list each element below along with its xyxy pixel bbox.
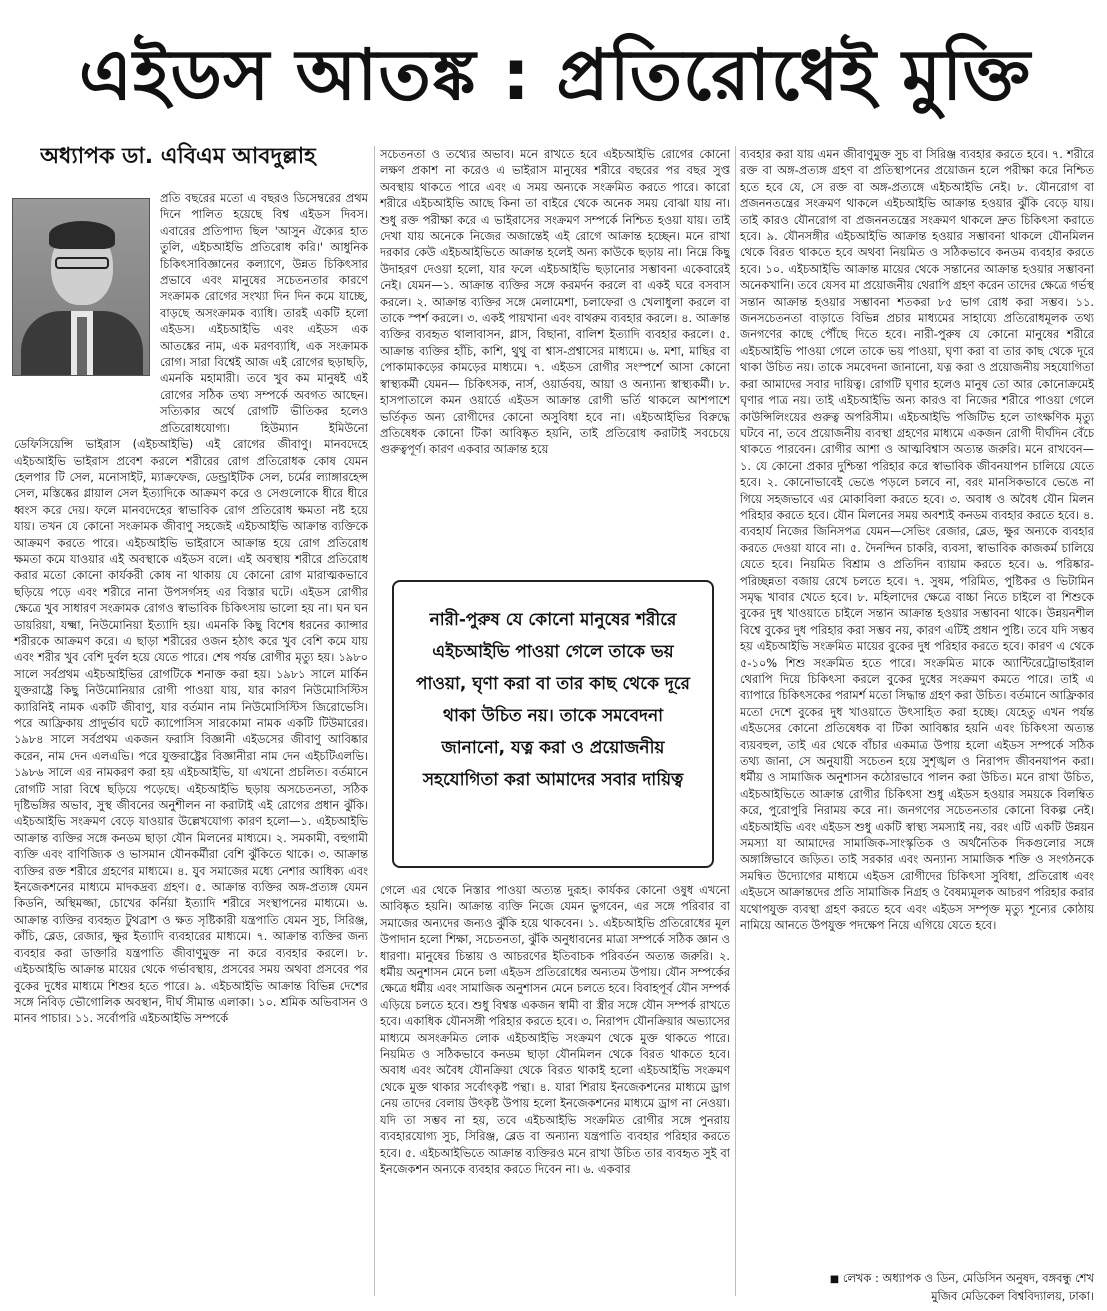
- article-column-3: [740, 146, 1094, 1266]
- pull-quote-text: নারী-পুরুষ যে কোনো মানুষের শরীরে এইচআইভি পাওয়া গেলে তাকে ভয় পাওয়া, ঘৃণা করা বা তার কাছ থেকে দূরে থাকা উচিত নয়। তাকে সমবেদনা জানানো, যত্ন করা ও প্রয়োজনীয় সহযোগিতা করা আমাদের সবার দায়িত্ব: [416, 610, 690, 790]
- article-column-1: [14, 190, 368, 1300]
- column-divider: [374, 146, 375, 1296]
- column-divider: [735, 146, 736, 1296]
- article-column-2-bottom: [380, 882, 730, 1302]
- author-line-2: মুজিব মেডিকেল বিশ্ববিদ্যালয়, ঢাকা।: [931, 1289, 1094, 1303]
- article-text: সচেতনতা ও তথ্যের অভাব। মনে রাখতে হবে এইচআইভি রোগের কোনো লক্ষণ প্রকাশ না করেও এ ভাইরাস মানুষের শরীরে বছরের পর বছর সুপ্ত অবস্থায় থাকতে পারে এবং এ সময় অন্যকে সংক্রমিত করতে পারে। কারো শরীরে এইচআইভি আছে কিনা তা বাইরে থেকে অনেক সময় বোঝা যায় না। শুধু রক্ত পরীক্ষা করে এ ভাইরাসের সংক্রমণ সম্পর্কে নিশ্চিত হওয়া যায়। তাই দেখা যায় অনেকে নিজের অজান্তেই এই রোগে আক্রান্ত হচ্ছেন। মনে রাখা দরকার কেউ এইচআইভিতে আক্রান্ত হলেই অন্য কাউকে ছড়ায় না। নিম্নে কিছু উদাহরণ দেওয়া হলো, যার ফলে এইচআইভি ছড়ানোর সম্ভাবনা একেবারেই নেই। যেমন—১. আক্রান্ত ব্যক্তির সঙ্গে করমর্দন করলে বা একই ঘরে বসবাস করলে। ২. আক্রান্ত ব্যক্তির সঙ্গে মেলামেশা, চলাফেরা ও খেলাধুলা করলে বা তাকে স্পর্শ করলে। ৩. একই পায়খানা এবং বাথরুম ব্যবহার করলে। ৪. আক্রান্ত ব্যক্তির ব্যবহৃত থালাবাসন, গ্লাস, বিছানা, বালিশ ইত্যাদি ব্যবহার করলে। ৫. আক্রান্ত ব্যক্তির হাঁচি, কাশি, থুথু বা শ্বাস-প্রশ্বাসের মাধ্যমে। ৬. মশা, মাছির বা পোকামাকড়ের কামড়ের মাধ্যমে। ৭. এইডস রোগীর সংস্পর্শে আসা কোনো স্বাস্থ্যকর্মী যেমন— চিকিৎসক, নার্স, ওয়ার্ডবয়, আয়া ও অন্যান্য স্বাস্থ্যকর্মী। ৮. হাসপাতালে কমন ওয়ার্ডে এইডস আক্রান্ত রোগী ভর্তি থাকলে আশপাশে ভর্তিকৃত অন্য রোগীদের কোনো অসুবিধা হবে না। এইচআইভির বিরুদ্ধে প্রতিষেধক কোনো টিকা আবিষ্কৃত হয়নি, তাই প্রতিরোধ করাটাই সবচেয়ে গুরুত্বপূর্ণ। কারণ একবার আক্রান্ত হয়ে: [380, 147, 730, 457]
- article-text: প্রতি বছরের মতো এ বছরও ডিসেম্বরের প্রথম দিনে পালিত হয়েছে বিশ্ব এইডস দিবস। এবারের প্রতিপাদ্য ছিল 'আসুন ঐক্যের হাত তুলি, এইচআইভি প্রতিরোধ করি।' আধুনিক চিকিৎসাবিজ্ঞানের কল্যাণে, উন্নত চিকিৎসার প্রভাবে এবং মানুষের সচেতনতার কারণে সংক্রামক রোগের সংখ্যা দিন দিন কমে যাচ্ছে, বাড়ছে অসংক্রামক ব্যাধি। তারই একটি হলো এইডস। এইচআইভি এবং এইডস এক আতঙ্কের নাম, এক মরণব্যাধি, এক সংক্রামক রোগ। সারা বিশ্বেই আজ এই রোগের ছড়াছড়ি, এমনকি মহামারী। তবে খুব কম মানুষই এই রোগের সঠিক তথ্য সম্পর্কে অবগত আছেন। সত্যিকার অর্থে রোগটি ভীতিকর হলেও প্রতিরোধযোগ্য। হিউম্যান ইমিউনো ডেফিসিয়েন্সি ভাইরাস (এইচআইভি) এই রোগের জীবাণু। মানবদেহে এইচআইভি ভাইরাস প্রবেশ করলে শরীরের রোগ প্রতিরোধক কোষ যেমন হেলপার টি সেল, মনোসাইট, ম্যাক্রফেজ, ডেন্ড্রাইটিক সেল, চর্মের ল্যাঙ্গারহেন্স সেল, মস্তিষ্কের গ্লায়াল সেল ইত্যাদিকে আক্রমণ করে ও সেগুলোকে ধীরে ধীরে ধ্বংস করে দেয়। ফলে মানবদেহের স্বাভাবিক রোগ প্রতিরোধ ক্ষমতা নষ্ট হয়ে যায়। তখন যে কোনো সংক্রামক জীবাণু সহজেই এইচআইভি আক্রান্ত ব্যক্তিকে আক্রমণ করতে পারে। এইচআইভি ভাইরাসে আক্রান্ত হয়ে রোগ প্রতিরোধ ক্ষমতা কমে যাওয়ার এই অবস্থাকে এইডস বলে। এই অবস্থায় শরীরে প্রতিরোধ করার মতো কোনো কার্যকরী কোষ না থাকায় যে কোনো রোগ মারাত্মকভাবে ছড়িয়ে পড়ে এবং শরীরে নানা উপসর্গসহ এর বিস্তার ঘটে। এইডস রোগীর ক্ষেত্রে খুব সাধারণ সংক্রামক রোগও স্বাভাবিক চিকিৎসায় ভালো হয় না। ঘন ঘন ডায়রিয়া, যক্ষ্মা, নিউমোনিয়া ইত্যাদি হয়। এমনকি কিছু বিশেষ ধরনের ক্যান্সার শরীরকে আক্রমণ করে। এ ছাড়া শরীরের ওজন হঠাৎ করে খুব বেশি কমে যায় এবং শরীর খুব বেশি দুর্বল হয়ে যেতে পারে। শেষ পর্যন্ত রোগীর মৃত্যু হয়। ১৯৮০ সালে সর্বপ্রথম এইচআইভির রোগটিকে শনাক্ত করা হয়। ১৯৮১ সালে মার্কিন যুক্তরাষ্ট্রে কিছু নিউমোনিয়ার রোগী পাওয়া যায়, যার কারণ নিউমোসিস্টিস ক্যারিনিই নামক একটি জীবাণু, যার বর্তমান নাম নিউমোসিস্টিস জিরোভেসি। পরে আফ্রিকায় প্রাদুর্ভাব ঘটে ক্যাপোসিস সারকোমা নামক একটি টিউমারের। ১৯৮৪ সালে সর্বপ্রথম একজন ফরাসি বিজ্ঞানী এইডসের জীবাণু আবিষ্কার করেন, নাম দেন এলএভি। পরে যুক্তরাষ্ট্রের বিজ্ঞানীরা নাম দেন এইচটিএলভি। ১৯৮৬ সালে এর নামকরণ করা হয় এইচআইভি, যা এখনো প্রচলিত। বর্তমানে রোগটি সারা বিশ্বে ছড়িয়ে পড়েছে। এইচআইভি ছড়ায় অসচেতনতা, সঠিক দৃষ্টিভঙ্গির অভাব, সুস্থ জীবনের অনুশীলন না করাটাই এই রোগের প্রধান ঝুঁকি। এইচআইভি সংক্রমণ বেড়ে যাওয়ার উল্লেখযোগ্য কারণ হলো—১. এইচআইভি আক্রান্ত ব্যক্তির সঙ্গে কনডম ছাড়া যৌন মিলনের মাধ্যমে। ২. সমকামী, বহুগামী ব্যক্তি এবং বাণিজ্যিক ও ভাসমান যৌনকর্মীরা বেশি ঝুঁকিতে থাকে। ৩. আক্রান্ত ব্যক্তির রক্ত শরীরে গ্রহণের মাধ্যমে। ৪. যুব সমাজের মধ্যে নেশার আধিক্য এবং ইনজেকশনের মাধ্যমে মাদকদ্রব্য গ্রহণ। ৫. আক্রান্ত ব্যক্তির অঙ্গ-প্রত্যঙ্গ যেমন কিডনি, অস্থিমজ্জা, চোখের কর্নিয়া ইত্যাদি শরীরে সংস্থাপনের মাধ্যমে। ৬. আক্রান্ত ব্যক্তির ব্যবহৃত টুথব্রাশ ও ক্ষত সৃষ্টিকারী যন্ত্রপাতি যেমন সুচ, সিরিঞ্জ, কাঁচি, ব্লেড, রেজার, ক্ষুর ইত্যাদি ব্যবহারের মাধ্যমে। ৭. আক্রান্ত ব্যক্তির জন্য ব্যবহার করা ডাক্তারি যন্ত্রপাতি জীবাণুমুক্ত না করে ব্যবহার করলে। ৮. এইচআইভি আক্রান্ত মায়ের থেকে গর্ভাবস্থায়, প্রসবের সময় অথবা প্রসবের পর বুকের দুধের মাধ্যমে শিশুর হতে পারে। ৯. এইচআইভি আক্রান্ত বিভিন্ন দেশের সঙ্গে নিবিড় ভৌগোলিক অবস্থান, দীর্ঘ সীমান্ত এলাকা। ১০. শ্রমিক অভিবাসন ও মানব পাচার। ১১. সর্বোপরি এইচআইভি সম্পর্কে: [14, 191, 368, 1026]
- author-credit: ■ লেখক : অধ্যাপক ও ডিন, মেডিসিন অনুষদ, বঙ্গবন্ধু শেখ মুজিব মেডিকেল বিশ্ববিদ্যালয়, ঢাকা।: [740, 1270, 1094, 1304]
- article-column-2-top: [380, 146, 730, 556]
- byline: অধ্যাপক ডা. এবিএম আবদুল্লাহ: [40, 144, 316, 169]
- headline: এইডস আতঙ্ক : প্রতিরোধেই মুক্তি: [78, 34, 1032, 116]
- article-text: গেলে এর থেকে নিস্তার পাওয়া অত্যন্ত দুরূহ। কার্যকর কোনো ওষুধ এখনো আবিষ্কৃত হয়নি। আক্রান্ত ব্যক্তি নিজে যেমন ভুগবেন, এর সঙ্গে পরিবার বা সমাজের অন্যদের জন্যও ঝুঁকি হয়ে থাকবেন। ১. এইচআইভি প্রতিরোধের মূল উপাদান হলো শিক্ষা, সচেতনতা, ঝুঁকি অনুধাবনের মাত্রা সম্পর্কে সঠিক জ্ঞান ও ধারণা। মানুষের চিন্তায় ও আচরণের ইতিবাচক পরিবর্তন অত্যন্ত জরুরি। ২. ধর্মীয় অনুশাসন মেনে চলা এইডস প্রতিরোধের অন্যতম উপায়। যৌন সম্পর্কের ক্ষেত্রে ধর্মীয় এবং সামাজিক অনুশাসন মেনে চলতে হবে। বিবাহপূর্ব যৌন সম্পর্ক এড়িয়ে চলতে হবে। শুধু বিশ্বস্ত একজন স্বামী বা স্ত্রীর সঙ্গে যৌন সম্পর্ক রাখতে হবে। একাধিক যৌনসঙ্গী পরিহার করতে হবে। ৩. নিরাপদ যৌনক্রিয়ার অভ্যাসের মাধ্যমে অসংক্রমিত লোক এইচআইভি সংক্রমণ থেকে মুক্ত থাকতে পারে। নিয়মিত ও সঠিকভাবে কনডম ছাড়া যৌনমিলন থেকে বিরত থাকতে হবে। অবাধ এবং অবৈধ যৌনক্রিয়া থেকে বিরত থাকাই হলো এইচআইভি সংক্রমণ থেকে মুক্ত থাকার সর্বোৎকৃষ্ট পন্থা। ৪. যারা শিরায় ইনজেকশনের মাধ্যমে ড্রাগ নেয় তাদের বেলায় উৎকৃষ্ট উপায় হলো ইনজেকশনের মাধ্যমে ড্রাগ না নেওয়া। যদি তা সম্ভব না হয়, তবে এইচআইভি সংক্রমিত রোগীর সঙ্গে পুনরায় ব্যবহারযোগ্য সুচ, সিরিঞ্জ, ব্লেড বা অন্যান্য যন্ত্রপাতি ব্যবহার পরিহার করতে হবে। ৫. এইচআইভিতে আক্রান্ত ব্যক্তিরও মনে রাখা উচিত তার ব্যবহৃত সুই বা ইনজেকশন অন্যকে ব্যবহার করতে দিবেন না। ৬. একবার: [380, 883, 730, 1176]
- pull-quote: [392, 580, 714, 868]
- article-text: ব্যবহার করা যায় এমন জীবাণুমুক্ত সুচ বা সিরিঞ্জ ব্যবহার করতে হবে। ৭. শরীরে রক্ত বা অঙ্গ-প্রত্যঙ্গ গ্রহণ বা প্রতিস্থাপনের প্রয়োজন হলে পরীক্ষা করে নিশ্চিত হতে হবে যে, সে রক্ত বা অঙ্গ-প্রত্যঙ্গে এইচআইভি নেই। ৮. যৌনরোগ বা প্রজননতন্ত্রের সংক্রমণ থাকলে এইচআইভি আক্রান্ত হওয়ার ঝুঁকি বেড়ে যায়। তাই কারও যৌনরোগ বা প্রজননতন্ত্রের সংক্রমণ থাকলে দ্রুত চিকিৎসা করাতে হবে। ৯. যৌনসঙ্গীর এইচআইভি আক্রান্ত হওয়ার সম্ভাবনা থাকলে যৌনমিলন থেকে বিরত থাকতে হবে অথবা নিয়মিত ও সঠিকভাবে কনডম ব্যবহার করতে হবে। ১০. এইচআইভি আক্রান্ত মায়ের থেকে সন্তানের আক্রান্ত হওয়ার সম্ভাবনা অনেকখানি। তবে যেসব মা প্রয়োজনীয় থেরাপি গ্রহণ করেন তাদের ক্ষেত্রে গর্ভস্থ সন্তান আক্রান্ত হওয়ার সম্ভাবনা শতকরা ৮৫ ভাগ রোধ করা সম্ভব। ১১. জনসচেতনতা বাড়াতে বিভিন্ন প্রচার মাধ্যমের সাহায্যে প্রতিরোধমূলক তথ্য জনগণের কাছে পৌঁছে দিতে হবে। নারী-পুরুষ যে কোনো মানুষের শরীরে এইচআইভি পাওয়া গেলে তাকে ভয় পাওয়া, ঘৃণা করা বা তার কাছ থেকে দূরে থাকা উচিত নয়। তাকে সমবেদনা জানানো, যত্ন করা ও প্রয়োজনীয় সহযোগিতা করা আমাদের সবার দায়িত্ব। রোগটি ঘৃণার হলেও মানুষ তো আর কোনোক্রমেই ঘৃণার পাত্র নয়। তাই এইচআইভি অন্য কারও বা নিজের শরীরে পাওয়া গেলে কাউন্সিলিংয়ের গুরুত্ব অপরিসীম। এইচআইভি পজিটিভ হলে তাৎক্ষণিক মৃত্যু ঘটবে না, তবে প্রয়োজনীয় ব্যবস্থা গ্রহণের মাধ্যমে একজন রোগী দীর্ঘদিন বেঁচে থাকতে পারবেন। রোগীর আশা ও আত্মবিশ্বাস অত্যন্ত জরুরি। মনে রাখবেন— ১. যে কোনো প্রকার দুশ্চিন্তা পরিহার করে স্বাভাবিক জীবনযাপন চালিয়ে যেতে হবে। ২. কোনোভাবেই ভেঙে পড়লে চলবে না, বরং মানসিকভাবে ভেঙে না গিয়ে সহজভাবে এর মোকাবিলা করতে হবে। ৩. অবাধ ও অবৈধ যৌন মিলন পরিহার করতে হবে। যৌন মিলনের সময় অবশ্যই কনডম ব্যবহার করতে হবে। ৪. ব্যবহার্য নিজের জিনিসপত্র যেমন—সেভিং রেজার, ব্লেড, ক্ষুর অন্যকে ব্যবহার করতে দেওয়া যাবে না। ৫. দৈনন্দিন চাকরি, ব্যবসা, স্বাভাবিক কাজকর্ম চালিয়ে যেতে হবে। নিয়মিত বিশ্রাম ও প্রতিদিন ব্যায়াম করতে হবে। ৬. পরিষ্কার-পরিচ্ছন্নতা বজায় রেখে চলতে হবে। ৭. সুষম, পরিমিত, পুষ্টিকর ও ভিটামিন সমৃদ্ধ খাবার খেতে হবে। ৮. মহিলাদের ক্ষেত্রে বাচ্চা নিতে চাইলে বা শিশুকে বুকের দুধ খাওয়াতে চাইলে সন্তান আক্রান্ত হওয়ার সম্ভাবনা থাকে। উন্নয়নশীল বিশ্বে বুকের দুধ পরিহার করা সম্ভব নয়, কারণ এটিই প্রধান পুষ্টি। তবে যদি সম্ভব হয় এইচআইভি সংক্রমিত মায়ের বুকের দুধ পরিহার করতে হবে। কারণ এ থেকে ৫-১০% শিশু সংক্রমিত হতে পারে। সংক্রমিত মাকে অ্যান্টিরেট্রোভাইরাল থেরাপি দিয়ে চিকিৎসা করলে বুকের দুধের সংক্রমণ কমতে পারে। তাই এ ব্যাপারে চিকিৎসকের পরামর্শ মতো সিদ্ধান্ত গ্রহণ করা উচিত। বর্তমানে আফ্রিকার মতো দেশে বুকের দুধ খাওয়াতে উৎসাহিত করা হচ্ছে। যেহেতু এখন পর্যন্ত এইডসের কোনো প্রতিষেধক বা টিকা আবিষ্কার হয়নি এবং চিকিৎসা অত্যন্ত ব্যয়বহুল, তাই এর থেকে বাঁচার একমাত্র উপায় হলো এইডস সম্পর্কে সঠিক তথ্য জানা, সে অনুযায়ী সচেতন হয়ে সুশৃঙ্খল ও নিরাপদ জীবনযাপন করা। ধর্মীয় ও সামাজিক অনুশাসন কঠোরভাবে পালন করা উচিত। মনে রাখা উচিত, এইচআইভিতে আক্রান্ত রোগীর চিকিৎসা শুধু এইডস হওয়ার সময়কে বিলম্বিত করে, পুরোপুরি নিরাময় করে না। জনগণের সচেতনতার কোনো বিকল্প নেই। এইচআইভি এবং এইডস শুধু একটি স্বাস্থ্য সমস্যাই নয়, বরং এটি একটি উন্নয়ন সমস্যা যা আমাদের সামাজিক-সাংস্কৃতিক ও অর্থনৈতিক দিকগুলোর সঙ্গে অঙ্গাঙ্গিভাবে জড়িত। তাই সরকার এবং অন্যান্য সামাজিক শক্তি ও সংগঠনকে সমন্বিত উদ্যোগের মাধ্যমে এইডস রোগীদের চিকিৎসা সুবিধা, প্রতিরোধ এবং এইডসে আক্রান্তদের প্রতি সামাজিক নিগ্রহ ও বৈষম্যমূলক আচরণ পরিহার করার যথোপযুক্ত ব্যবস্থা গ্রহণ করতে হবে এবং এইডস সম্পৃক্ত মৃত্যু শূন্যের কোঠায় নামিয়ে আনতে উপযুক্ত পদক্ষেপ নিয়ে এগিয়ে যেতে হবে।: [740, 147, 1094, 933]
- author-line-1: লেখক : অধ্যাপক ও ডিন, মেডিসিন অনুষদ, বঙ্গবন্ধু শেখ: [842, 1271, 1094, 1285]
